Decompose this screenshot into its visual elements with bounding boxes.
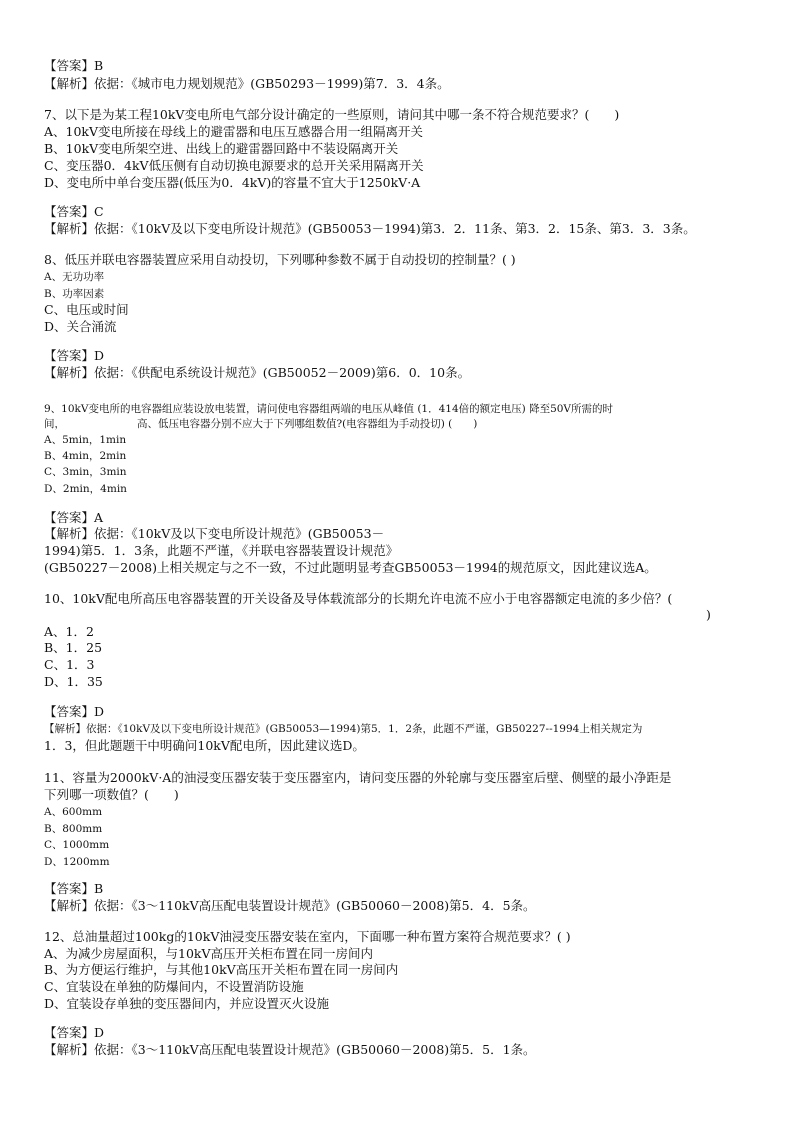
option-d: D、2min，4min <box>44 483 127 495</box>
option-c: C、变压器0．4kV低压侧有自动切换电源要求的总开关采用隔离开关 <box>44 158 424 173</box>
option-d: D、关合涌流 <box>44 319 117 334</box>
question-11-line-1: 11、容量为2000kV·A的油浸变压器安装于变压器室内，请问变压器的外轮廓与变压器室后壁、侧壁的最小净距是 <box>44 770 672 785</box>
explanation-line: 1．3，但此题题干中明确问10kV配电所，因此建议选D。 <box>44 738 365 753</box>
option-c: C、宜装设在单独的防爆间内，不设置消防设施 <box>44 979 304 994</box>
option-b: B、10kV变电所架空进、出线上的避雷器回路中不装设隔离开关 <box>44 141 399 156</box>
option-b: B、功率因素 <box>44 288 105 300</box>
answer-line: 【答案】D <box>44 704 105 719</box>
option-d: D、1200mm <box>44 856 110 868</box>
option-a: A、600mm <box>44 806 103 818</box>
question-11-line-2: 下列哪一项数值？( ) <box>44 787 179 802</box>
option-b: B、1．25 <box>44 640 103 655</box>
option-c: C、电压或时间 <box>44 302 129 317</box>
explanation-line: 【解析】依据：《3～110kV高压配电装置设计规范》(GB50060－2008)第5．5．1条。 <box>44 1042 536 1057</box>
answer-line: 【答案】B <box>44 881 104 896</box>
option-a: A、为减少房屋面积，与10kV高压开关柜布置在同一房间内 <box>44 946 374 961</box>
option-a: A、10kV变电所接在母线上的避雷器和电压互感器合用一组隔离开关 <box>44 124 424 139</box>
question-10-line-1: 10、10kV配电所高压电容器装置的开关设备及导体载流部分的长期允许电流不应小于电容器额定电流的多少倍？( <box>44 591 673 606</box>
option-a: A、5min，1min <box>44 434 127 446</box>
answer-line: 【答案】A <box>44 510 104 525</box>
question-9-line-1: 9、10kV变电所的电容器组应装设放电装置，请问使电容器组两端的电压从峰值 (1．414倍的额定电压) 降至50V所需的时 <box>44 403 614 415</box>
option-d: D、变电所中单台变压器(低压为0．4kV)的容量不宜大于1250kV·A <box>44 175 421 190</box>
explanation-line: 【解析】依据：《10kV及以下变电所设计规范》(GB50053－ <box>44 526 385 541</box>
option-d: D、宜装设存单独的变压器间内，并应设置灭火设施 <box>44 996 330 1011</box>
option-a: A、1．2 <box>44 624 94 639</box>
explanation-line: 【解析】依据：《城市电力规划规范》(GB50293－1999)第7．3．4条。 <box>44 76 450 91</box>
option-c: C、3min，3min <box>44 466 127 478</box>
question-9-text: 高、低压电容器分别不应大于下列哪组数值?(电容器组为手动投切) ( ) <box>137 418 478 430</box>
question-10-line-2: ) <box>706 607 711 622</box>
option-a: A、无功功率 <box>44 271 105 283</box>
question-8: 8、低压并联电容器装置应采用自动投切，下列哪种参数不属于自动投切的控制量？( ) <box>44 252 516 267</box>
answer-line: 【答案】D <box>44 348 105 363</box>
question-7: 7、以下是为某工程10kV变电所电气部分设计确定的一些原则，请问其中哪一条不符合规范要求？( ) <box>44 107 620 122</box>
option-c: C、1000mm <box>44 839 110 851</box>
option-b: B、为方便运行维护，与其他10kV高压开关柜布置在同一房间内 <box>44 962 399 977</box>
question-9-line-2 <box>44 416 477 432</box>
explanation-line: 【解析】依据：《供配电系统设计规范》(GB50052－2009)第6．0．10条。 <box>44 365 471 380</box>
explanation-line: 【解析】依据：《10kV及以下变电所设计规范》(GB50053—1994)第5．1．2条，此题不严谨，GB50227--1994上相关规定为 <box>44 723 643 735</box>
option-b: B、4min，2min <box>44 450 127 462</box>
explanation-line: (GB50227－2008)上相关规定与之不一致，不过此题明显考查GB50053－1994的规范原文，因此建议选A。 <box>44 560 657 575</box>
explanation-line: 1994)第5．1．3条，此题不严谨，《并联电容器装置设计规范》 <box>44 543 399 558</box>
explanation-line: 【解析】依据：《10kV及以下变电所设计规范》(GB50053－1994)第3．2．11条、第3．2．15条、第3．3．3条。 <box>44 221 696 236</box>
answer-line: 【答案】C <box>44 204 104 219</box>
explanation-line: 【解析】依据：《3～110kV高压配电装置设计规范》(GB50060－2008)第5．4．5条。 <box>44 898 536 913</box>
answer-line: 【答案】D <box>44 1025 105 1040</box>
question-12: 12、总油量超过100kg的10kV油浸变压器安装在室内，下面哪一种布置方案符合规范要求？( ) <box>44 929 571 944</box>
option-d: D、1．35 <box>44 674 103 689</box>
option-b: B、800mm <box>44 823 103 835</box>
question-9-text: 间， <box>44 418 65 430</box>
option-c: C、1．3 <box>44 657 95 672</box>
answer-line: 【答案】B <box>44 58 104 73</box>
